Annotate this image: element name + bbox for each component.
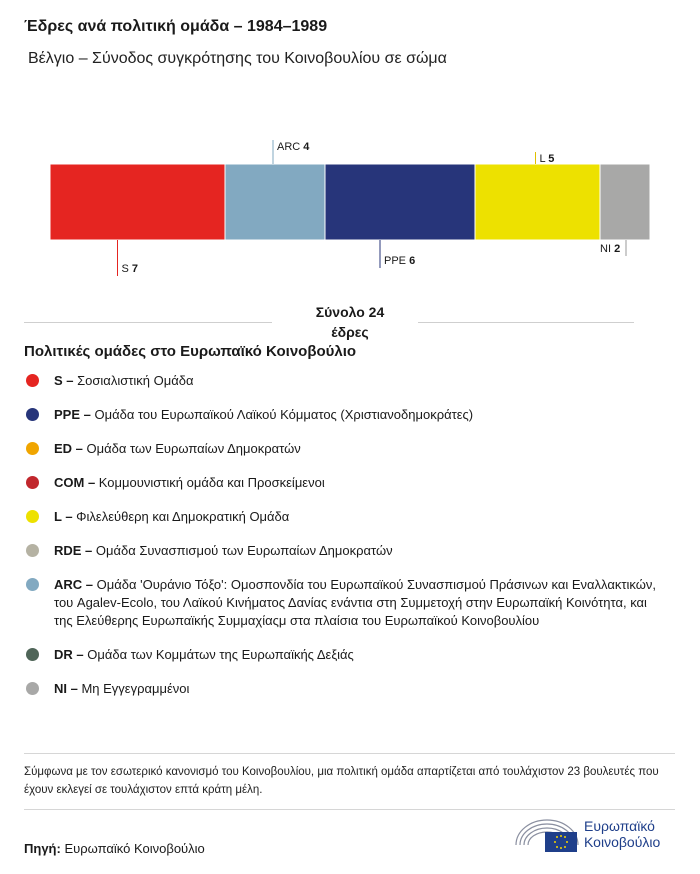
legend-abbreviation: RDE – bbox=[54, 543, 96, 558]
data-label-l bbox=[540, 153, 555, 165]
legend-description: Ομάδα 'Ουράνιο Τόξο': Ομοσπονδία του Ευρωπαϊκού Συνασπισμού Πράσινων και Εναλλακτικών, του Agalev-Ecolo, του Λαϊκού Κινήματος Δανίας ενάντια στη Συμμετοχή στην Ευρωπαϊκή Κοινότητα, και της Ελεύθερης Ευρωπαϊκής Συμμαχίαςμ στα πλαίσια του Ευρωπαϊκού Κοινοβουλίου bbox=[54, 577, 656, 628]
legend-color-dot bbox=[26, 374, 39, 387]
source bbox=[24, 841, 205, 856]
legend-color-dot bbox=[26, 510, 39, 523]
total-seats bbox=[300, 302, 400, 342]
data-label-value: 2 bbox=[614, 243, 621, 255]
legend-description: Ομάδα του Ευρωπαϊκού Λαϊκού Κόμματος (Χριστιανοδημοκράτες) bbox=[94, 407, 474, 422]
data-label-value: 4 bbox=[303, 141, 310, 153]
chart-title: Έδρες ανά πολιτική ομάδα – 1984–1989 bbox=[24, 18, 328, 35]
legend-description: Φιλελεύθερη και Δημοκρατική Ομάδα bbox=[76, 509, 290, 524]
data-label-category: S bbox=[121, 263, 132, 275]
parliament-hemicycle-icon bbox=[514, 815, 580, 855]
bar-segment-s bbox=[50, 164, 225, 240]
logo-line-1: Ευρωπαϊκό bbox=[584, 818, 655, 834]
logo-wordmark bbox=[584, 818, 660, 850]
legend-abbreviation: NI – bbox=[54, 681, 82, 696]
legend-color-dot bbox=[26, 476, 39, 489]
bar-segment-l bbox=[475, 164, 600, 240]
legend-color-dot bbox=[26, 682, 39, 695]
legend-abbreviation: DR – bbox=[54, 647, 88, 662]
legend-abbreviation: PPE – bbox=[54, 407, 95, 422]
legend bbox=[24, 372, 669, 714]
legend-abbreviation: COM – bbox=[54, 475, 99, 490]
legend-title: Πολιτικές ομάδες στο Ευρωπαϊκό Κοινοβούλιο bbox=[24, 343, 357, 360]
data-label-ppe bbox=[384, 255, 415, 267]
data-label-ni bbox=[600, 243, 620, 255]
legend-item-s bbox=[24, 372, 669, 390]
data-label-value: 6 bbox=[409, 255, 416, 267]
legend-item-dr bbox=[24, 646, 669, 664]
legend-abbreviation: ED – bbox=[54, 441, 87, 456]
legend-abbreviation: L – bbox=[54, 509, 77, 524]
european-parliament-logo bbox=[514, 815, 679, 855]
legend-item-arc bbox=[24, 576, 669, 630]
legend-item-ppe bbox=[24, 406, 669, 424]
chart-subtitle: Βέλγιο – Σύνοδος συγκρότησης του Κοινοβουλίου σε σώμα bbox=[28, 50, 447, 67]
total-divider-right bbox=[418, 322, 634, 323]
logo-line-2: Κοινοβούλιο bbox=[584, 834, 661, 850]
source-label: Πηγή: bbox=[24, 841, 61, 856]
legend-description: Σοσιαλιστική Ομάδα bbox=[77, 373, 194, 388]
data-label-s bbox=[122, 263, 139, 275]
legend-color-dot bbox=[26, 544, 39, 557]
legend-item-ed bbox=[24, 440, 669, 458]
data-label-category: L bbox=[539, 153, 549, 165]
total-seats-unit: έδρες bbox=[331, 324, 369, 340]
bar-segment-ni bbox=[600, 164, 650, 240]
total-seats-count: Σύνολο 24 bbox=[315, 304, 385, 320]
legend-color-dot bbox=[26, 578, 39, 591]
bar-segment-ppe bbox=[325, 164, 475, 240]
legend-item-rde bbox=[24, 542, 669, 560]
source-text: Ευρωπαϊκό Κοινοβούλιο bbox=[64, 841, 205, 856]
legend-item-com bbox=[24, 474, 669, 492]
data-label-category: ARC bbox=[277, 141, 304, 153]
legend-color-dot bbox=[26, 408, 39, 421]
legend-item-ni bbox=[24, 680, 669, 698]
legend-description: Ομάδα των Ευρωπαίων Δημοκρατών bbox=[86, 441, 301, 456]
legend-description: Κομμουνιστική ομάδα και Προσκείμενοι bbox=[98, 475, 325, 490]
data-label-value: 7 bbox=[131, 263, 139, 275]
total-divider-left bbox=[24, 322, 272, 323]
data-label-value: 5 bbox=[548, 153, 555, 165]
legend-color-dot bbox=[26, 442, 39, 455]
legend-description: Μη Εγγεγραμμένοι bbox=[81, 681, 190, 696]
legend-item-l bbox=[24, 508, 669, 526]
footnote: Σύμφωνα με τον εσωτερικό κανονισμό του Κοινοβουλίου, μια πολιτική ομάδα απαρτίζεται από τουλάχιστον 23 βουλευτές που έχουν εκλεγεί σε τουλάχιστον επτά κράτη μέλη. bbox=[24, 753, 675, 810]
legend-description: Ομάδα των Κομμάτων της Ευρωπαϊκής Δεξιάς bbox=[87, 647, 354, 662]
legend-description: Ομάδα Συνασπισμού των Ευρωπαίων Δημοκρατών bbox=[95, 543, 393, 558]
data-label-category: NI bbox=[600, 243, 615, 255]
legend-abbreviation: ARC – bbox=[54, 577, 97, 592]
stacked-seat-bar-chart bbox=[0, 130, 700, 330]
data-label-category: PPE bbox=[384, 255, 410, 267]
legend-color-dot bbox=[26, 648, 39, 661]
bar-segment-arc bbox=[225, 164, 325, 240]
legend-abbreviation: S – bbox=[54, 373, 78, 388]
data-label-arc bbox=[277, 141, 310, 153]
